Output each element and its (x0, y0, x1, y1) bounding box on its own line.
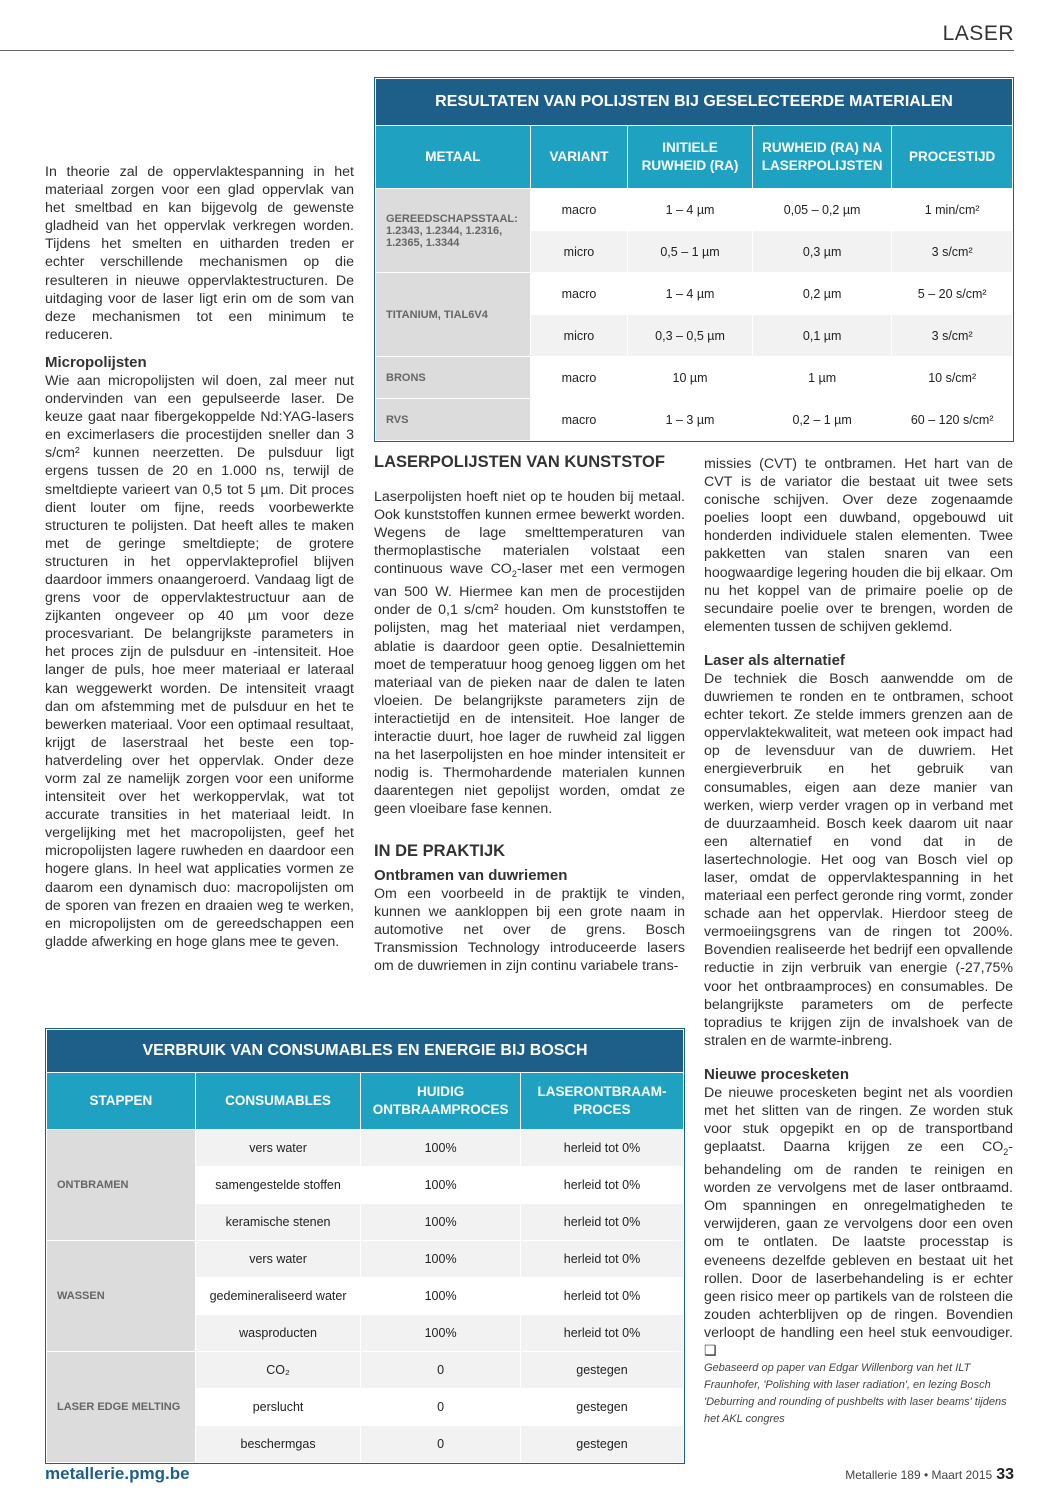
consumables-cell: herleid tot 0% (520, 1167, 683, 1204)
consumables-header-cell: LASERONTBRAAM-PROCES (520, 1073, 683, 1130)
consumables-cell: gestegen (520, 1426, 683, 1463)
consumables-cell: herleid tot 0% (520, 1130, 683, 1167)
consumables-cell: herleid tot 0% (520, 1315, 683, 1352)
site-link[interactable]: metallerie.pmg.be (45, 1464, 190, 1483)
results-cell: 1 min/cm² (892, 189, 1013, 231)
results-cell: 0,3 µm (752, 231, 891, 273)
consumables-cell: CO₂ (195, 1352, 360, 1389)
consumables-table-box (45, 1028, 685, 1464)
results-cell: 0,2 µm (752, 273, 891, 315)
procesketen-heading: Nieuwe procesketen (704, 1065, 850, 1083)
results-cell: macro (530, 189, 627, 231)
results-header-cell: PROCESTIJD (892, 126, 1013, 189)
results-cell: 1 µm (752, 357, 891, 399)
results-table (375, 78, 1013, 441)
duwriemen-heading: Ontbramen van duwriemen (374, 866, 568, 884)
results-table-title: RESULTATEN VAN POLIJSTEN BIJ GESELECTEERDE MATERIALEN (376, 79, 1013, 126)
intro-paragraph: In theorie zal de oppervlaktespanning in het materiaal zorgen voor een glad oppervlak van het smeltbad en kan bijgevolg de gewenste gladheid van het oppervlak verkregen worden. Tijdens het smelten en uitharden treden er echter verschillende mechanismen op die resulteren in nieuwe oppervlaktestructuren. De uitdaging voor de laser ligt erin om de som van deze mechanismen tot een minimum te reduceren. (45, 164, 354, 343)
source-footnote: Gebaseerd op paper van Edgar Willenborg van het ILT Fraunhofer, 'Polishing with laser radiation', en lezing Bosch 'Deburring and rounding of pushbelts with laser beams' tijdens het AKL congres (704, 1362, 1007, 1426)
consumables-cell: herleid tot 0% (520, 1241, 683, 1278)
results-cell: 3 s/cm² (892, 231, 1013, 273)
consumables-cell: perslucht (195, 1389, 360, 1426)
results-cell: macro (530, 357, 627, 399)
consumables-header-cell: HUIDIG ONTBRAAMPROCES (361, 1073, 521, 1130)
duwriemen-paragraph: Om een voorbeeld in de praktijk te vinden, kunnen we aankloppen bij een grote naam in automotive net over de grens. Bosch Transmission Technology introduceerde lasers om de duwriemen in zijn continu variabele trans- (374, 885, 685, 974)
consumables-header-cell: STAPPEN (47, 1073, 196, 1130)
consumables-cell: gestegen (520, 1352, 683, 1389)
consumables-cell: wasproducten (195, 1315, 360, 1352)
consumables-row (47, 1241, 684, 1278)
results-row (376, 357, 1013, 399)
consumables-cell: 0 (361, 1352, 521, 1389)
consumables-cell: 0 (361, 1426, 521, 1463)
column-3 (704, 455, 1013, 1428)
consumables-header-cell: CONSUMABLES (195, 1073, 360, 1130)
results-cell: 60 – 120 s/cm² (892, 399, 1013, 441)
alternatief-paragraph: De techniek die Bosch aanwendde om de duwriemen te ronden en te ontbramen, schoot echter tekort. Ze stelde immers grenzen aan de oppervlaktekwaliteit, wat meteen ook impact had op de levensduur van de duwriem. Het energieverbruik en het gebruik van consumables, eigen aan deze manier van werken, wierp verder vragen op in verband met de duurzaamheid. Bosch keek daarom uit naar een alternatief en vond dat in de lasertechnologie. Het oog van Bosch viel op laser, omdat de oppervlaktespanning in het materiaal een perfect geronde ring vormt, zonder schade aan het oppervlak. Hierdoor steeg de vermoeiingsgrens van de ringen tot 200%. Bovendien realiseerde het bedrijf een opvallende reductie in zijn verbruik van energie (-27,75% voor het ontbraamproces) en consumables. De belangrijkste parameters om de perfecte topradius te krijgen zijn de invalshoek van de stralen en de warmte-inbreng. (704, 670, 1013, 1049)
consumables-cell: 100% (361, 1167, 521, 1204)
results-cell: 0,1 µm (752, 315, 891, 357)
header-rule (0, 50, 1014, 51)
results-cell: 10 s/cm² (892, 357, 1013, 399)
consumables-cell: herleid tot 0% (520, 1204, 683, 1241)
results-header-cell: RUWHEID (RA) NA LASERPOLIJSTEN (752, 126, 891, 189)
consumables-row (47, 1130, 684, 1167)
consumables-cell: keramische stenen (195, 1204, 360, 1241)
praktijk-heading: IN DE PRAKTIJK (374, 841, 506, 860)
end-mark-icon: ❑ (704, 1343, 717, 1360)
results-cell: 5 – 20 s/cm² (892, 273, 1013, 315)
consumables-cell: samengestelde stoffen (195, 1167, 360, 1204)
results-table-box (374, 77, 1014, 442)
consumables-cell: 0 (361, 1389, 521, 1426)
procesketen-paragraph: De nieuwe procesketen begint net als voordien met het slitten van de ringen. Ze worden stuk voor stuk opgepikt en op de transportband geplaatst. Daarna krijgen ze een $CO_2$-behandeling om de randen te reinigen en worden ze vervolgens met de laser ontbraamd. Om spanningen en onregelmatigheden te verwijderen, gaan ze vervolgens door een oven om te ontlaten. De laatste processtap is eveneens dezelfde gebleven en bestaat uit het rollen. Door de laserbehandeling is er echter geen risico meer op partikels van de rolsteen die zouden achterblijven op de ringen. Bovendien verloopt de handling een heel stuk eenvoudiger. ❑ (704, 1084, 1013, 1360)
results-cell: micro (530, 231, 627, 273)
section-label: LASER (942, 22, 1014, 45)
material-label: GEREEDSCHAPSSTAAL: 1.2343, 1.2344, 1.2316, 1.2365, 1.3344 (376, 189, 531, 273)
results-header-cell: VARIANT (530, 126, 627, 189)
material-label: BRONS (376, 357, 531, 399)
micropolijsten-paragraph: Wie aan micropolijsten wil doen, zal meer nut ondervinden van een gepulseerde laser. De keuze gaat naar fibergekoppelde Nd:YAG-lasers en excimerlasers die procestijden sneller dan 3 s/cm² kunnen neerzetten. De pulsduur ligt ergens tussen de 20 en 1.000 ns, terwijl de smeltdiepte varieert van 0,5 tot 5 µm. Dit proces dient louter om fijne, reeds voorbewerkte structuren te polijsten. Dat heeft alles te maken met de geringe smeltdiepte; de grotere structuren in het oppervlakteprofiel blijven daardoor immers onaangeroerd. Vandaag ligt de grens voor de oppervlaktestructuur aan de zijkanten ongeveer op 40 µm voor deze procesvariant. De belangrijkste parameters in het proces zijn de pulsduur en -intensiteit. Hoe langer de puls, hoe meer materiaal er lateraal kan weggewerkt worden. De intensiteit vraagt dan om afstemming met de pulsduur en het te bewerken materiaal. Voor een optimaal resultaat, krijgt de laserstraal het beste een top-hatverdeling over het oppervlak. Onder deze vorm zal ze namelijk zorgen voor een uniforme intensiteit over het werkoppervlak, wat tot accurate transities in het materiaal leidt. In vergelijking met het macropolijsten, geef het micropolijsten lagere ruwheden en daardoor een hogere glans. In heel wat applicaties vormen ze daarom een dynamisch duo: macropolijsten om de sporen van frezen en draaien weg te werken, en micropolijsten om de gereedschappen een gladde afwerking en hoge glans mee te geven. (45, 372, 354, 950)
consumables-cell: 100% (361, 1130, 521, 1167)
issue-label: Metallerie 189 • Maart 2015 (845, 1468, 993, 1482)
kunststof-paragraph: Laserpolijsten hoeft niet op te houden bij metaal. Ook kunststoffen kunnen ermee bewerkt worden. Wegens de lage smelttemperaturen van thermoplastische materialen volstaat een continuous wave $CO_2$-laser met een vermogen van 500 W. Hiermee kan men de procestijden onder de 0,1 s/cm² houden. Om kunststoffen te polijsten, mag het materiaal niet verdampen, ablatie is daardoor geen optie. Desalniettemin moet de temperatuur hoog genoeg liggen om het materiaal van de pieken naar de dalen te laten vloeien. De belangrijkste parameters zijn de interactietijd en de intensiteit. Hoe langer de interactie duurt, hoe lager de ruwheid zal liggen na het laserpolijsten en hoe minder intensiteit er nodig is. Thermohardende materialen kunnen daarentegen niet gepolijst worden, omdat ze geen vloeibare fase kennen. (374, 489, 685, 818)
consumables-cell: gedemineraliseerd water (195, 1278, 360, 1315)
consumables-cell: 100% (361, 1278, 521, 1315)
consumables-table-title: VERBRUIK VAN CONSUMABLES EN ENERGIE BIJ BOSCH (47, 1030, 684, 1073)
page-number: 33 (996, 1466, 1014, 1483)
results-cell: 0,5 – 1 µm (628, 231, 753, 273)
results-cell: 3 s/cm² (892, 315, 1013, 357)
results-cell: 0,05 – 0,2 µm (752, 189, 891, 231)
consumables-cell: gestegen (520, 1389, 683, 1426)
results-cell: 10 µm (628, 357, 753, 399)
consumables-row (47, 1352, 684, 1389)
material-label: TITANIUM, TIAL6V4 (376, 273, 531, 357)
consumables-cell: vers water (195, 1241, 360, 1278)
consumables-cell: herleid tot 0% (520, 1278, 683, 1315)
kunststof-heading: LASERPOLIJSTEN VAN KUNSTSTOF (374, 453, 665, 471)
consumables-cell: 100% (361, 1241, 521, 1278)
column-2 (374, 452, 685, 975)
results-row (376, 399, 1013, 441)
results-cell: 1 – 4 µm (628, 189, 753, 231)
step-label: LASER EDGE MELTING (47, 1352, 196, 1463)
results-cell: 1 – 3 µm (628, 399, 753, 441)
column-1 (45, 163, 354, 951)
alternatief-heading: Laser als alternatief (704, 651, 845, 669)
consumables-cell: 100% (361, 1204, 521, 1241)
step-label: WASSEN (47, 1241, 196, 1352)
results-row (376, 273, 1013, 315)
results-cell: 0,2 – 1 µm (752, 399, 891, 441)
consumables-cell: beschermgas (195, 1426, 360, 1463)
results-cell: 1 – 4 µm (628, 273, 753, 315)
consumables-cell: 100% (361, 1315, 521, 1352)
step-label: ONTBRAMEN (47, 1130, 196, 1241)
micropolijsten-heading: Micropolijsten (45, 353, 147, 371)
cvt-paragraph: missies (CVT) te ontbramen. Het hart van de CVT is de variator die bestaat uit twee sets conische schijven. Over deze zogenaamde poelies loopt een duwband, opgebouwd uit honderden individuele stalen elementen. Twee pakketten van stalen snaren van een hoogwaardige legering houden die bij elkaar. Om nu het koppel van de primaire poelie op de secundaire poelie over te brengen, worden de elementen tussen de schijven geklemd. (704, 456, 1013, 635)
results-header-cell: METAAL (376, 126, 531, 189)
results-cell: macro (530, 399, 627, 441)
material-label: RVS (376, 399, 531, 441)
results-row (376, 189, 1013, 231)
consumables-table (46, 1029, 684, 1463)
page-footer (845, 1466, 1014, 1484)
consumables-cell: vers water (195, 1130, 360, 1167)
results-cell: 0,3 – 0,5 µm (628, 315, 753, 357)
results-cell: micro (530, 315, 627, 357)
results-cell: macro (530, 273, 627, 315)
results-header-cell: INITIELE RUWHEID (RA) (628, 126, 753, 189)
